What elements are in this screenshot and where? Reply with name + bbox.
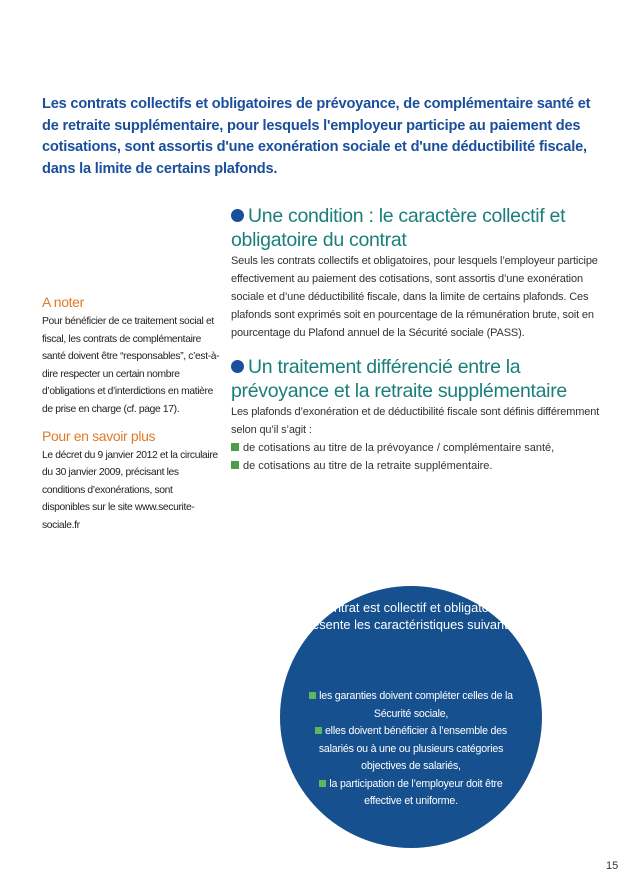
section-condition-title-text: Une condition : le caractère collectif et obligatoire du contrat bbox=[231, 205, 566, 251]
square-bullet-icon bbox=[231, 461, 239, 469]
more-info-text: Le décret du 9 janvier 2012 et la circulaire du 30 janvier 2009, précisant les conditions d’exonérations, sont disponibles sur le site www.securite-sociale.fr bbox=[42, 449, 218, 531]
section-condition-title bbox=[231, 204, 601, 252]
section-condition bbox=[231, 204, 601, 342]
note-block bbox=[42, 293, 222, 419]
intro-paragraph: Les contrats collectifs et obligatoires de prévoyance, de complémentaire santé et de retraite supplémentaire, pour lesquels l'employeur participe au paiement des cotisations, sont assortis d'une exonération sociale et d'une déductibilité fiscale, dans la limite de certains plafonds. bbox=[42, 96, 591, 177]
criteria-heading: Un contrat est collectif et obligatoire s’il présente les caractéristiques suivantes bbox=[300, 600, 522, 632]
bullet-dot-icon bbox=[231, 209, 244, 222]
list-item-text: les garanties doivent compléter celles de la Sécurité sociale, bbox=[319, 690, 513, 720]
list-item bbox=[300, 723, 522, 776]
criteria-list bbox=[300, 688, 522, 811]
note-title: A noter bbox=[42, 294, 84, 310]
list-item-text: de cotisations au titre de la retraite supplémentaire. bbox=[243, 460, 493, 472]
bullet-dot-icon bbox=[231, 360, 244, 373]
square-bullet-icon bbox=[231, 443, 239, 451]
more-info-title: Pour en savoir plus bbox=[42, 427, 156, 444]
section-treatment bbox=[231, 355, 601, 475]
main-content bbox=[231, 204, 601, 475]
section-treatment-title-text: Un traitement différencié entre la prévoyance et la retraite supplémentaire bbox=[231, 356, 567, 402]
note-text: Pour bénéficier de ce traitement social et fiscal, les contrats de complémentaire santé doivent être “responsables”, c’est-à-dire respecter un certain nombre d’obligations et d’interdictions en matière de prise en charge (cf. page 17). bbox=[42, 316, 220, 415]
sidebar bbox=[42, 293, 222, 535]
section-condition-body: Seuls les contrats collectifs et obligatoires, pour lesquels l’employeur participe effectivement au paiement des cotisations, sont assortis d’une exonération sociale et d’une déductibilité fiscale, dans la limite de certains plafonds. Ces plafonds sont exprimés soit en pourcentage de la rémunération brute, soit en pourcentage du Plafond annuel de la Sécurité sociale (PASS). bbox=[231, 255, 598, 339]
square-bullet-icon bbox=[309, 692, 316, 699]
square-bullet-icon bbox=[319, 780, 326, 787]
list-item bbox=[231, 439, 601, 457]
list-item bbox=[300, 688, 522, 723]
list-item bbox=[300, 776, 522, 811]
list-item-text: la participation de l’employeur doit être effective et uniforme. bbox=[329, 777, 503, 807]
section-treatment-title bbox=[231, 355, 601, 403]
criteria-circle bbox=[280, 586, 542, 848]
list-item-text: de cotisations au titre de la prévoyance / complémentaire santé, bbox=[243, 442, 555, 454]
more-info-block bbox=[42, 427, 222, 535]
square-bullet-icon bbox=[315, 727, 322, 734]
section-treatment-body: Les plafonds d’exonération et de déductibilité fiscale sont définis différemment selon qu’il s’agit : bbox=[231, 406, 600, 436]
list-item-text: elles doivent bénéficier à l’ensemble des salariés ou à une ou plusieurs catégories objectives de salariés, bbox=[318, 725, 507, 772]
page-number: 15 bbox=[606, 860, 619, 872]
list-item bbox=[231, 457, 601, 475]
